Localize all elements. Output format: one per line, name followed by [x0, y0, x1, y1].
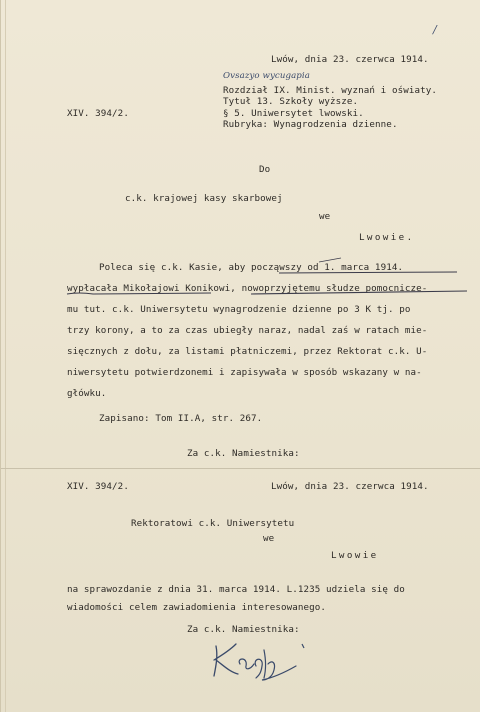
recipient-kasa: c.k. krajowej kasy skarbowej: [125, 193, 283, 204]
body-line-2: wypłacała Mikołajowi Konikowi, nowoprzyjętemu słudze pomocnicze-: [67, 283, 428, 294]
recorded-line: Zapisano: Tom II.A, str. 267.: [99, 413, 263, 424]
section-divider: [1, 468, 480, 469]
body-line-7: główku.: [67, 388, 107, 399]
city-label-1: Lwowie.: [359, 232, 415, 243]
closing-2: Za c.k. Namiestnika:: [187, 624, 300, 635]
section-line-4: Rubryka: Wynagrodzenia dzienne.: [223, 119, 398, 130]
body-line-3: mu tut. c.k. Uniwersytetu wynagrodzenie dzienne po 3 K tj. po: [67, 304, 411, 315]
section-line-2: Tytuł 13. Szkoły wyższe.: [223, 96, 359, 107]
closing-1: Za c.k. Namiestnika:: [187, 448, 300, 459]
body-line-4: trzy korony, a to za czas ubiegły naraz, nadal zaś w ratach mie-: [67, 325, 428, 336]
date-2: Lwów, dnia 23. czerwca 1914.: [271, 481, 429, 492]
section-line-3: § 5. Uniwersytet lwowski.: [223, 108, 364, 119]
header-date: Lwów, dnia 23. czerwca 1914.: [271, 54, 429, 65]
recipient-rektorat: Rektoratowi c.k. Uniwersytetu: [131, 518, 295, 529]
handwritten-note: Ovsazyo wycugapia: [223, 71, 310, 81]
we-label-1: we: [319, 211, 331, 222]
file-number-2: XIV. 394/2.: [67, 481, 129, 492]
file-number: XIV. 394/2.: [67, 108, 129, 119]
body2-line-2: wiadomości celem zawiadomienia interesowanego.: [67, 602, 327, 613]
city-label-2: Lwowie: [331, 550, 379, 561]
corner-mark: /: [433, 23, 437, 36]
do-label: Do: [259, 164, 271, 175]
body-line-5: sięcznych z dołu, za listami płatniczemi, przez Rektorat c.k. U-: [67, 346, 428, 357]
body2-line-1: na sprawozdanie z dnia 31. marca 1914. L.1235 udziela się do: [67, 584, 405, 595]
body-line-1: Poleca się c.k. Kasie, aby począwszy od 1. marca 1914.: [99, 262, 404, 273]
section-line-1: Rozdział IX. Minist. wyznań i oświaty.: [223, 85, 437, 96]
handwritten-signature: [206, 636, 326, 682]
we-label-2: we: [263, 533, 275, 544]
body-line-6: niwersytetu potwierdzonemi i zapisywała w sposób wskazany w na-: [67, 367, 422, 378]
